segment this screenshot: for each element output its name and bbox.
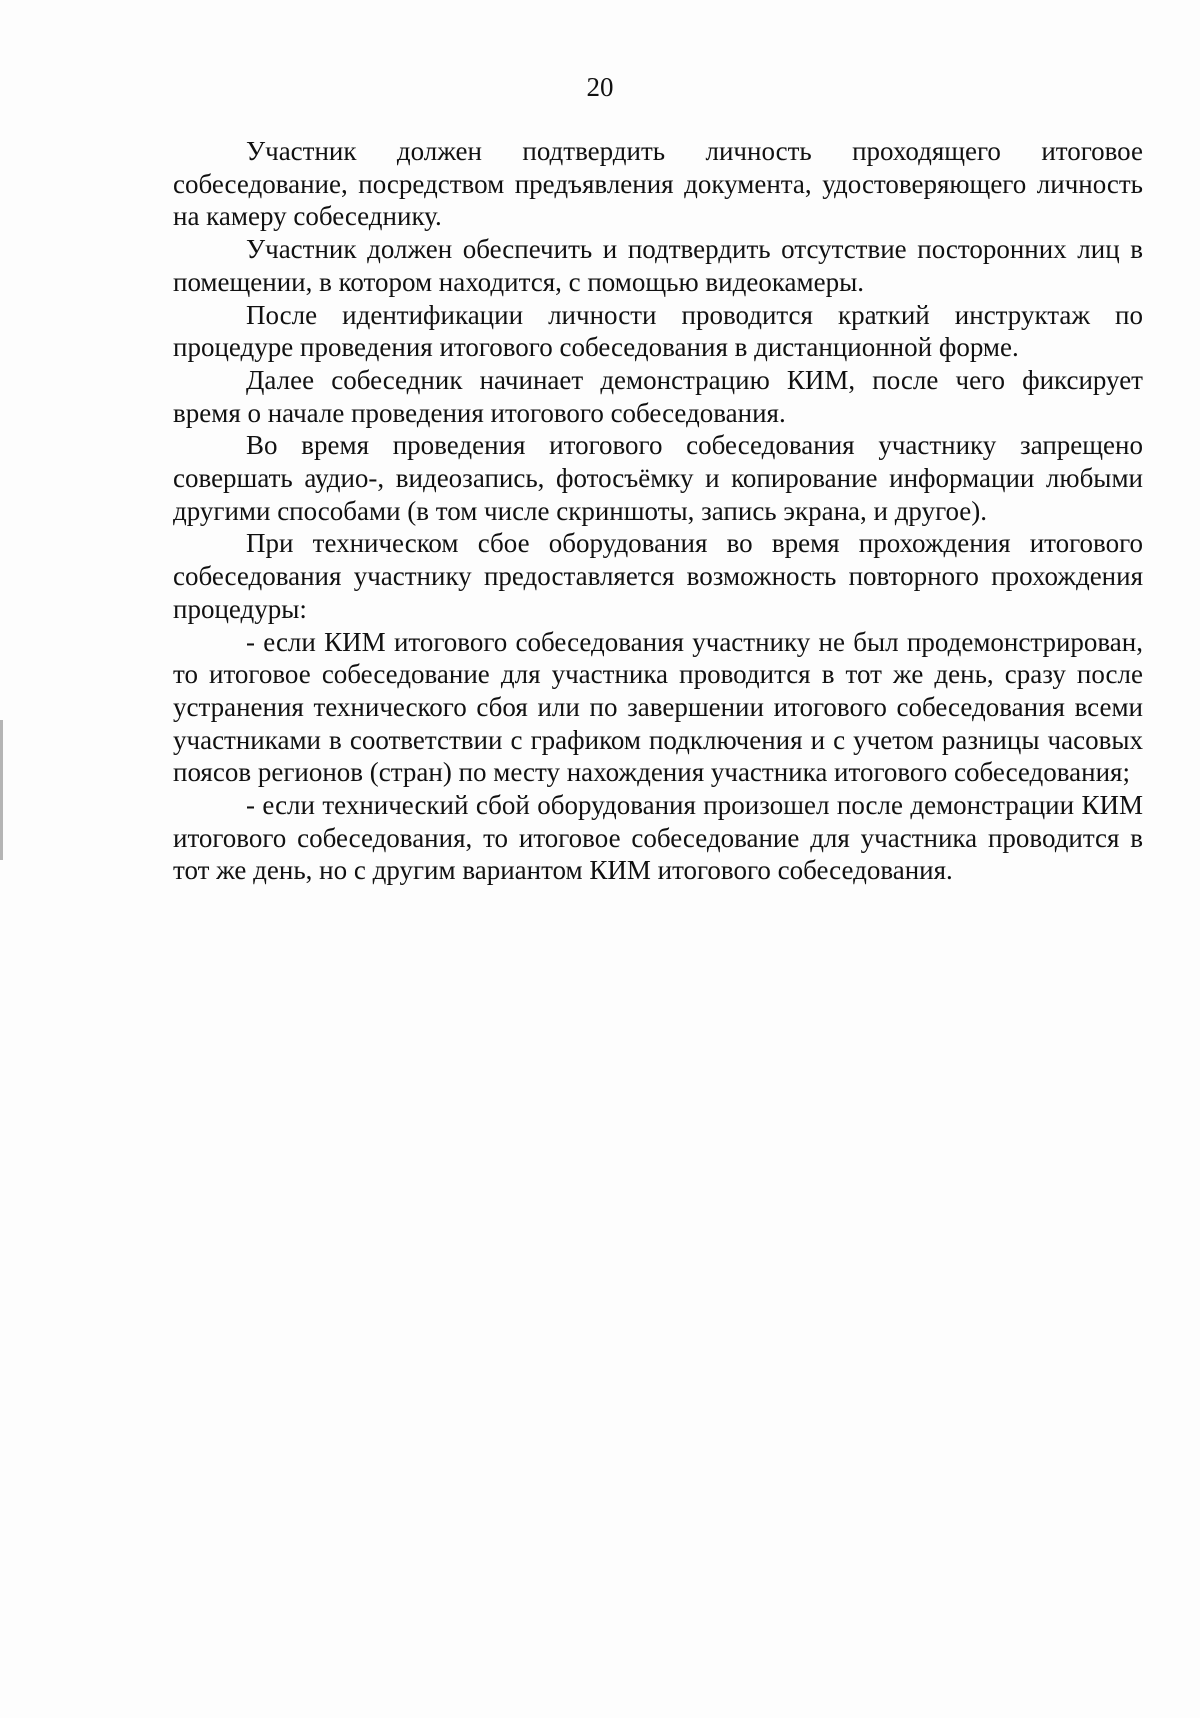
paragraph-technical-failure: При техническом сбое оборудования во время прохождения итогового собеседования участнику предоставляется возможность повторного прохождения процедуры: [173, 528, 1143, 624]
scan-edge-mark [0, 720, 3, 860]
page-number: 20 [586, 72, 614, 102]
paragraph-recording-prohibited: Во время проведения итогового собеседования участнику запрещено совершать аудио-, видеозапись, фотосъёмку и копирование информации любыми другими способами (в том числе скриншоты, запись экрана, и другое). [173, 430, 1143, 526]
paragraph-kim-demonstration: Далее собеседник начинает демонстрацию КИМ, после чего фиксирует время о начале проведения итогового собеседования. [173, 364, 1143, 428]
list-item-failure-after-demo: - если технический сбой оборудования произошел после демонстрации КИМ итогового собеседования, то итоговое собеседование для участника проводится в тот же день, но с другим вариантом КИМ итогового собеседования. [173, 790, 1143, 886]
document-body [173, 135, 1143, 887]
list-item-failure-before-demo: - если КИМ итогового собеседования участнику не был продемонстрирован, то итоговое собеседование для участника проводится в тот же день, сразу после устранения технического сбоя или по завершении итогового собеседования всеми участниками в соответствии с графиком подключения и с учетом разницы часовых поясов регионов (стран) по месту нахождения участника итогового собеседования; [173, 626, 1143, 788]
paragraph-room-check: Участник должен обеспечить и подтвердить отсутствие посторонних лиц в помещении, в котором находится, с помощью видеокамеры. [173, 234, 1143, 297]
paragraph-briefing: После идентификации личности проводится краткий инструктаж по процедуре проведения итогового собеседования в дистанционной форме. [173, 299, 1143, 363]
paragraph-identity-check: Участник должен подтвердить личность проходящего итоговое собеседование, посредством предъявления документа, удостоверяющего личность на камеру собеседнику. [173, 136, 1143, 232]
